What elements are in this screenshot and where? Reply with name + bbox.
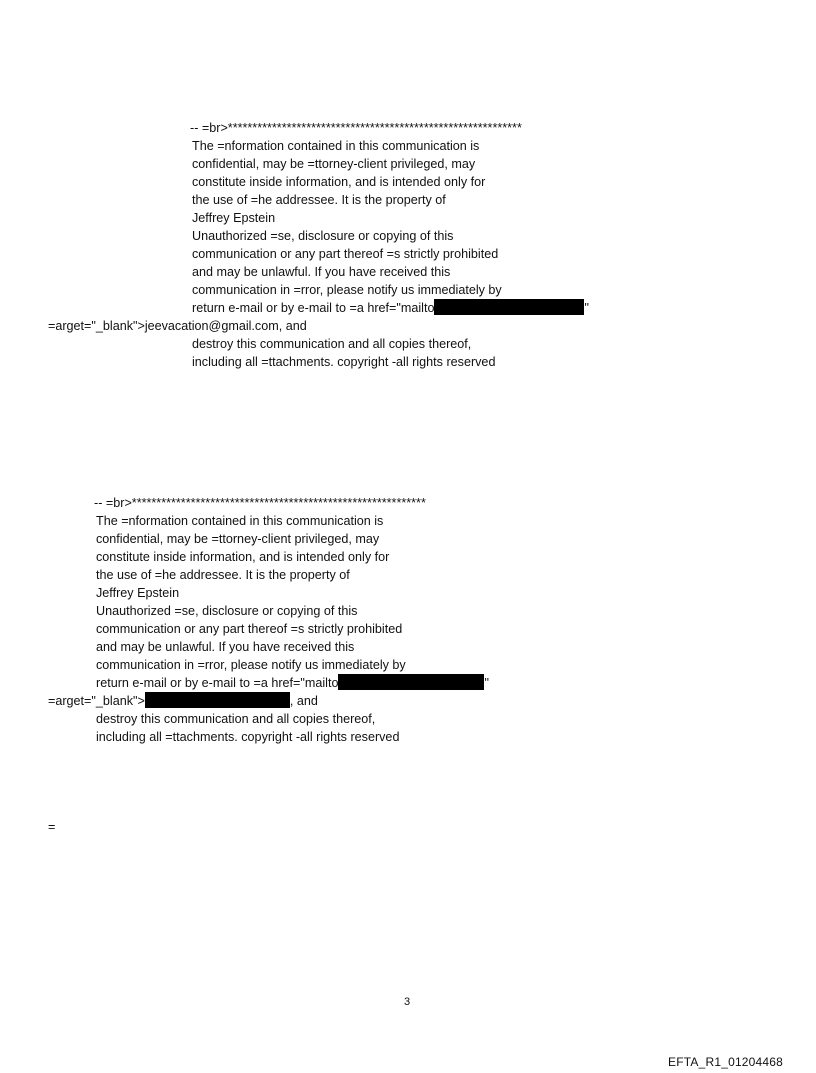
text-line: and may be unlawful. If you have received this	[96, 640, 355, 654]
text-line: including all =ttachments. copyright -all rights reserved	[96, 730, 400, 744]
text-line: Unauthorized =se, disclosure or copying of this	[192, 229, 454, 243]
separator-line: -- =br>************************************************************	[94, 496, 426, 510]
text-line: including all =ttachments. copyright -all rights reserved	[192, 355, 496, 369]
text-line: constitute inside information, and is intended only for	[192, 175, 486, 189]
text-line: and may be unlawful. If you have received this	[192, 265, 451, 279]
text-line: confidential, may be =ttorney-client privileged, may	[96, 532, 380, 546]
mailto-line	[96, 674, 489, 692]
stray-equals: =	[48, 820, 56, 834]
target-prefix: =arget="_blank">	[48, 694, 145, 708]
text-line: communication or any part thereof =s strictly prohibited	[96, 622, 403, 636]
mailto-suffix: "	[584, 301, 589, 315]
text-line: Unauthorized =se, disclosure or copying of this	[96, 604, 358, 618]
redaction-box	[338, 674, 484, 690]
text-line: destroy this communication and all copies thereof,	[192, 337, 472, 351]
text-line: communication or any part thereof =s strictly prohibited	[192, 247, 499, 261]
page-number: 3	[404, 996, 411, 1008]
mailto-suffix: "	[484, 676, 489, 690]
mailto-line	[192, 299, 589, 317]
text-line: communication in =rror, please notify us immediately by	[96, 658, 406, 672]
text-line: the use of =he addressee. It is the property of	[96, 568, 350, 582]
text-line: Jeffrey Epstein	[192, 211, 276, 225]
separator-line: -- =br>************************************************************	[190, 121, 522, 135]
target-line: =arget="_blank">jeevacation@gmail.com, and	[48, 319, 307, 333]
mailto-prefix: return e-mail or by e-mail to =a href="mailto	[192, 301, 435, 315]
text-line: Jeffrey Epstein	[96, 586, 180, 600]
text-line: communication in =rror, please notify us immediately by	[192, 283, 502, 297]
text-line: confidential, may be =ttorney-client privileged, may	[192, 157, 476, 171]
text-line: The =nformation contained in this communication is	[96, 514, 384, 528]
text-line: the use of =he addressee. It is the property of	[192, 193, 446, 207]
redaction-box	[434, 299, 584, 315]
target-line	[48, 692, 318, 710]
target-suffix: , and	[289, 694, 318, 708]
document-id: EFTA_R1_01204468	[668, 1055, 784, 1069]
mailto-prefix: return e-mail or by e-mail to =a href="mailto	[96, 676, 339, 690]
text-line: The =nformation contained in this communication is	[192, 139, 480, 153]
text-line: destroy this communication and all copies thereof,	[96, 712, 376, 726]
redaction-box	[145, 692, 290, 708]
text-line: constitute inside information, and is intended only for	[96, 550, 390, 564]
